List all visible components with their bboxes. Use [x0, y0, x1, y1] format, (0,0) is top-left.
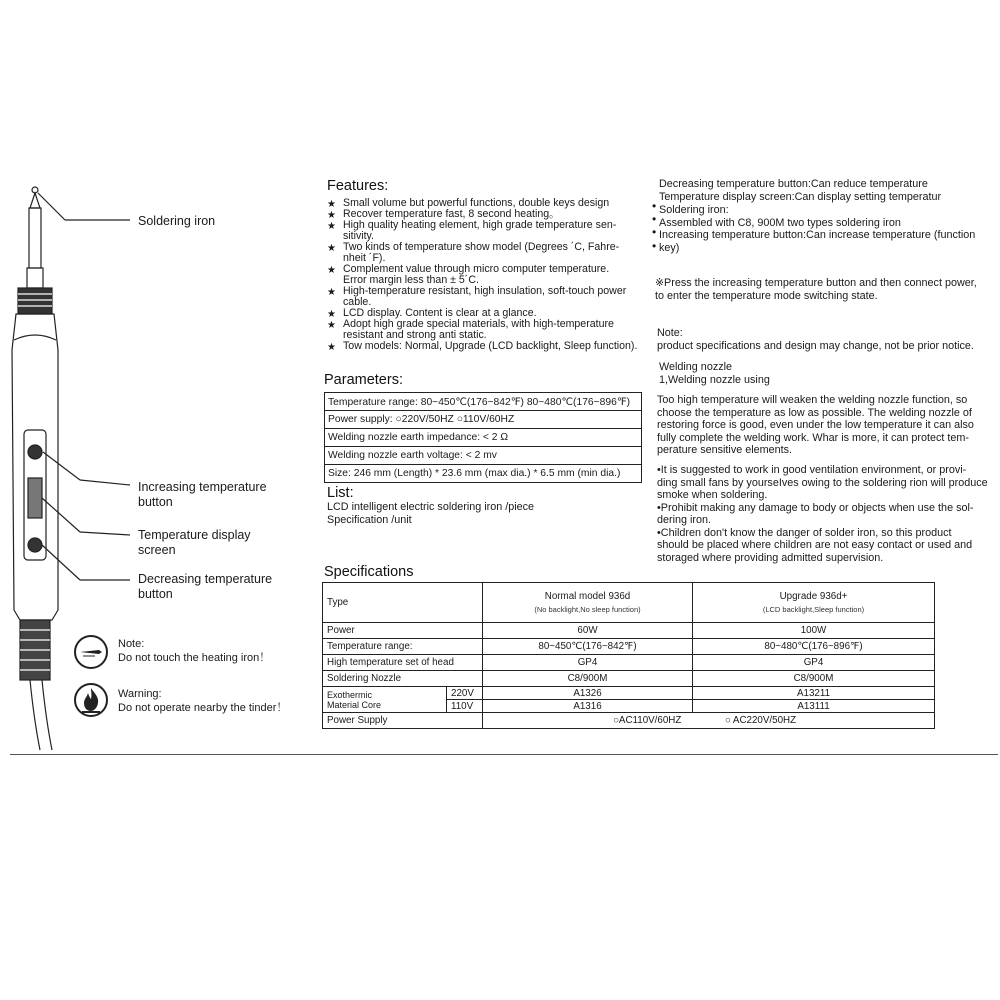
right-note-label: Note: [657, 327, 683, 339]
divider-line [10, 754, 998, 755]
right-note-text: product specifications and design may change, not be prior notice. [657, 340, 974, 352]
right-bullet: Temperature display screen:Can display setting temperatur [659, 191, 942, 203]
flame-icon [73, 682, 109, 718]
callout-increase-button: Increasing temperature button [138, 480, 267, 509]
feature-item: ★ Complement value through micro computer temperature. Error margin less than ± 5´C. [327, 263, 610, 286]
spec-supply-values: ○AC110V/60HZ ○ AC220V/50HZ [483, 713, 935, 729]
table-row: Soldering Nozzle C8/900M C8/900M [323, 671, 935, 687]
bullet-dot: • [652, 225, 657, 239]
specifications-title: Specifications [324, 564, 414, 580]
feature-item: ★ Tow models: Normal, Upgrade (LCD backlight, Sleep function). [327, 340, 638, 353]
features-title: Features: [327, 178, 389, 194]
table-row: High temperature set of head GP4 GP4 [323, 655, 935, 671]
right-bullet: Soldering iron: [659, 204, 729, 216]
right-bullet: Assembled with C8, 900M two types soldering iron [659, 217, 901, 229]
bullet-dot: • [652, 239, 657, 253]
note-label: Note: [118, 638, 145, 650]
callout-display-screen: Temperature display screen [138, 528, 251, 557]
feature-item: ★ Small volume but powerful functions, double keys design [327, 197, 610, 210]
param-earth-voltage: Welding nozzle earth voltage: < 2 mv [325, 447, 642, 465]
parameters-title: Parameters: [324, 372, 403, 388]
warning-label: Warning: [118, 688, 162, 700]
warning-text: Do not operate nearby the tinder！ [118, 702, 288, 714]
display-shape [28, 478, 42, 518]
callout-decrease-button: Decreasing temperature button [138, 572, 273, 601]
table-row: 110V A1316 A13111 [323, 700, 935, 713]
table-row: Temperature range: 80~450℃(176~842℉) 80~480℃(176~896℉) [323, 639, 935, 655]
parameters-table [324, 392, 642, 483]
table-row: Power Supply ○AC110V/60HZ ○ AC220V/50HZ [323, 713, 935, 729]
feature-item: ★ Adopt high grade special materials, with high-temperature resistant and strong anti static. [327, 318, 614, 341]
right-bullet: Increasing temperature button:Can increase temperature (function key) [659, 229, 976, 254]
features-list [325, 198, 660, 352]
list-line: Specification /unit [327, 514, 412, 526]
spec-normal-header: Normal model 936d (No backlight,No sleep function) [483, 583, 693, 623]
list-line: LCD intelligent electric soldering iron /piece [327, 501, 535, 513]
welding-title: Welding nozzle [659, 361, 733, 373]
right-bullet: Decreasing temperature button:Can reduce temperature [659, 178, 928, 190]
hot-iron-icon [73, 634, 109, 670]
param-power-supply: Power supply: ○220V/50HZ ○110V/60HZ [325, 411, 642, 429]
welding-subtitle: 1,Welding nozzle using [659, 374, 770, 386]
decrease-button-shape [28, 538, 42, 552]
spec-core-label: Exothermic Material Core [323, 687, 447, 713]
param-size: Size: 246 mm (Length) * 23.6 mm (max dia.) * 6.5 mm (min dia.) [325, 465, 642, 483]
bullet-dot: • [652, 199, 657, 213]
table-row: Exothermic Material Core 220V A1326 A13211 [323, 687, 935, 700]
feature-item: ★ High-temperature resistant, high insulation, soft-touch power cable. [327, 285, 627, 308]
feature-item: ★ High quality heating element, high grade temperature sen- sitivity. [327, 219, 617, 242]
param-earth-impedance: Welding nozzle earth impedance: < 2 Ω [325, 429, 642, 447]
feature-item: ★ LCD display. Content is clear at a glance. [327, 307, 537, 320]
safety-tips: •It is suggested to work in good ventilation environment, or provi- ding small fans by yourseIves owing to the soldering rion will produce smoke when soldering. •Prohibit making any damage to body or objects when use the sol- dering iron. •Children don't know the danger of solder iron, so this product should be placed where children are not easy contact or used and storaged where providing admitted supervision. [657, 464, 988, 564]
feature-item: ★ Recover temperature fast, 8 second heating。 [327, 208, 560, 221]
feature-item: ★ Two kinds of temperature show model (Degrees ´C, Fahre- nheit ´F). [327, 241, 620, 264]
bullet-dot: • [652, 212, 657, 226]
table-row: Power 60W 100W [323, 623, 935, 639]
specifications-table [322, 582, 935, 729]
press-note: ※Press the increasing temperature button and then connect power, to enter the temperature mode switching state. [655, 277, 977, 302]
soldering-iron-illustration [0, 180, 130, 755]
spec-type-label: Type [323, 583, 483, 623]
list-title: List: [327, 485, 354, 501]
increase-button-shape [28, 445, 42, 459]
spec-upgrade-header: Upgrade 936d+ (LCD backlight,Sleep function) [693, 583, 935, 623]
note-text: Do not touch the heating iron！ [118, 652, 271, 664]
callout-soldering-iron: Soldering iron [138, 214, 216, 228]
welding-paragraph: Too high temperature will weaken the welding nozzle function, so choose the temperature as low as possible. The welding nozzle of restoring force is good, even under the low temperature it can also fully complete the welding work. Whar is more, it can protect tem- perature sensitive elements. [657, 394, 974, 456]
param-temperature-range: Temperature range: 80~450℃(176~842℉) 80~480℃(176~896℉) [325, 393, 642, 411]
